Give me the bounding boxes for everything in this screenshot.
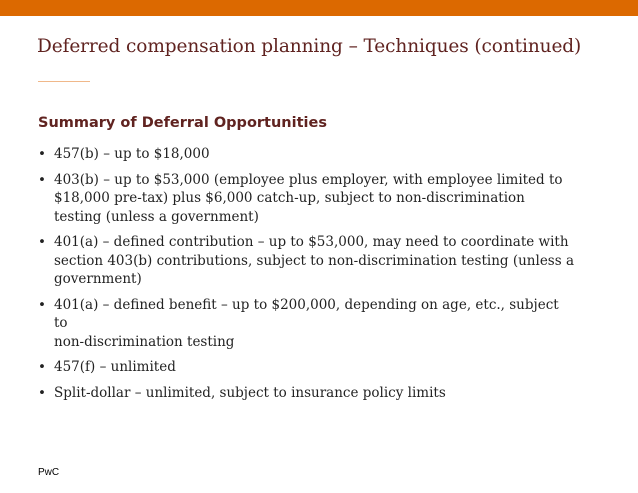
bullet-line: to [54, 315, 68, 331]
bullet-item [38, 358, 613, 377]
bullet-line: section 403(b) contributions, subject to non-discrimination testing (unless a [54, 252, 575, 269]
bullet-line: $18,000 pre-tax) plus $6,000 catch-up, subject to non-discrimination [54, 190, 525, 206]
bullet-item [38, 145, 613, 164]
bullet-icon: • [38, 296, 46, 313]
bullet-line: 401(a) – defined contribution – up to $53,000, may need to coordinate with [54, 234, 569, 250]
bullet-line: testing (unless a government) [54, 208, 259, 225]
bullet-line: 457(b) – up to $18,000 [54, 146, 210, 162]
footer-brand: PwC [38, 467, 60, 478]
bullet-icon: • [38, 384, 46, 401]
bullet-icon: • [38, 171, 46, 188]
bullet-line: 457(f) – unlimited [54, 359, 176, 375]
bullet-line: Split-dollar – unlimited, subject to insurance policy limits [54, 384, 446, 401]
bullet-line: 401(a) – defined benefit – up to $200,000, depending on age, etc., subject [54, 296, 559, 313]
bullet-item [38, 384, 613, 403]
bullet-item [38, 171, 613, 227]
bullet-line: government) [54, 271, 142, 287]
bullet-icon: • [38, 359, 46, 375]
top-accent-bar [0, 0, 638, 16]
title-underline [38, 81, 90, 82]
bullet-line: 403(b) – up to $53,000 (employee plus employer, with employee limited to [54, 171, 563, 188]
bullet-item [38, 233, 613, 289]
bullet-icon: • [38, 234, 46, 250]
section-heading: Summary of Deferral Opportunities [38, 115, 327, 131]
bullet-icon: • [38, 146, 46, 162]
slide-title: Deferred compensation planning – Techniques (continued) [37, 36, 582, 57]
bullet-item [38, 296, 613, 352]
bullet-line: non-discrimination testing [54, 333, 235, 350]
bullet-list [38, 145, 613, 409]
